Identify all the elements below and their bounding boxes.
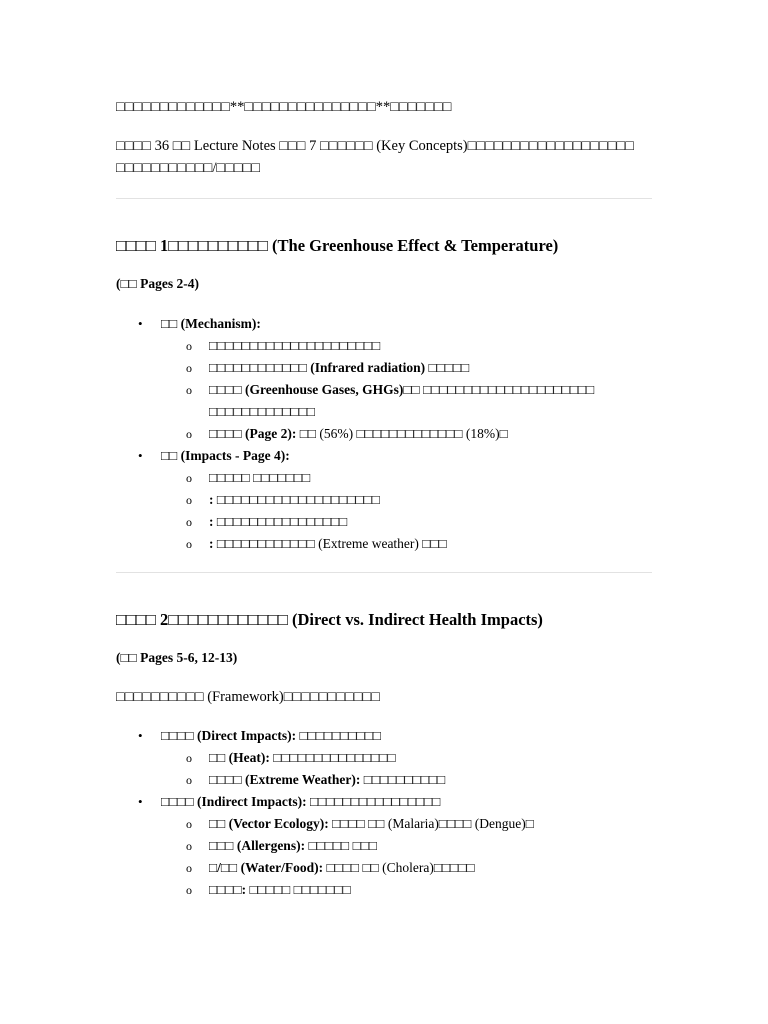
text-run: □□□□□□□□□□□□□□□ — [269, 750, 396, 765]
sub-item-line — [209, 404, 315, 419]
sub-item — [161, 769, 534, 791]
text-run: : — [209, 514, 214, 529]
section-2-lead: □□□□□□□□□□ (Framework)□□□□□□□□□□□ — [116, 689, 381, 705]
text-run: □□□□□□□□□□□□ (Extreme weather) □□□ — [213, 536, 447, 551]
text-run: □□□□□□□□□□□□□□□□□□□□□ — [209, 338, 381, 353]
sub-item — [161, 379, 594, 423]
text-run: (Infrared radiation) — [310, 360, 426, 375]
indirect-sublist — [161, 813, 534, 901]
text-run: □□□□□□□□□□□□□□□□□□□□□ — [419, 382, 595, 397]
text-run: □□□□□ — [305, 838, 353, 853]
text-run: (56%) □□□□□□□□□□□□□ (18%)□ — [316, 426, 508, 441]
bullet-label: □□□□ (Indirect Impacts): — [161, 794, 307, 809]
text-run: □□□□□□□□□□□□□□□□ — [213, 514, 348, 529]
text-run: □□□□: — [209, 882, 247, 897]
section-divider — [116, 198, 652, 199]
bullet-label: □□□□ (Direct Impacts): — [161, 728, 297, 743]
sub-item-line — [209, 382, 594, 397]
text-run: □□□ — [352, 838, 378, 853]
text-run: □□□□ (Page 2): — [209, 426, 297, 441]
bullet-label: □□ (Mechanism): — [161, 316, 261, 331]
bullet-label: □□ (Impacts - Page 4): — [161, 448, 290, 463]
text-run: : — [209, 536, 214, 551]
section-1-heading: □□□□ 1□□□□□□□□□□ (The Greenhouse Effect & Temperature) — [116, 236, 559, 255]
text-run: □□□□ (Greenhouse Gases, GHGs)□□ — [209, 382, 420, 397]
section-1-page-ref: (□□ Pages 2-4) — [116, 276, 200, 291]
text-run: □□ — [368, 816, 385, 831]
text-run: □□□□□□□□□□□□□ — [209, 404, 316, 419]
text-run: □□ (Heat): — [209, 750, 270, 765]
text-run: □□□ (Allergens): — [209, 838, 306, 853]
sub-item — [161, 335, 594, 357]
text-run: : — [209, 492, 214, 507]
text-run: □□□□□□□□□□□□□□□□□□□□ — [213, 492, 380, 507]
section-2-heading: □□□□ 2□□□□□□□□□□□□ (Direct vs. Indirect Health Impacts) — [116, 610, 543, 629]
sub-item — [161, 511, 594, 533]
sub-item — [161, 813, 534, 835]
section-2-page-ref: (□□ Pages 5-6, 12-13) — [116, 650, 238, 665]
section-divider — [116, 572, 652, 573]
text-run: □□□□ (Extreme Weather): — [209, 772, 361, 787]
impacts-sublist — [161, 467, 594, 555]
sub-item — [161, 357, 594, 379]
sub-item — [161, 835, 534, 857]
sub-item — [161, 857, 534, 879]
section-1-bullet-mechanism — [116, 313, 594, 445]
section-2-list — [116, 725, 534, 901]
mechanism-sublist — [161, 335, 594, 445]
sub-item — [161, 747, 534, 769]
section-2-bullet-indirect — [116, 791, 534, 901]
text-run: □□□□□ □□□□□□□ — [209, 470, 311, 485]
bullet-text: □□□□□□□□□□□□□□□□ — [306, 794, 441, 809]
text-run: □□□□□□□□□□□□ — [209, 360, 311, 375]
intro-summary-line1: □□□□ 36 □□ Lecture Notes □□□ 7 □□□□□□ (Key Concepts)□□□□□□□□□□□□□□□□□□□ — [116, 138, 635, 154]
section-2-bullet-direct — [116, 725, 534, 791]
text-run: (Malaria)□□□□ (Dengue)□ — [384, 816, 534, 831]
direct-sublist — [161, 747, 534, 791]
section-1-list — [116, 313, 594, 555]
sub-item — [161, 489, 594, 511]
text-run: □/□□ (Water/Food): — [209, 860, 324, 875]
sub-item — [161, 423, 594, 445]
text-run: □□ — [299, 426, 317, 441]
text-run: □□ (Vector Ecology): — [209, 816, 329, 831]
text-run: □□□□□ — [425, 360, 470, 375]
text-run: □□□□ — [323, 860, 363, 875]
sub-item — [161, 879, 534, 901]
sub-item — [161, 533, 594, 555]
text-run: □□□□□ □□□□□□□ — [246, 882, 351, 897]
text-run: (Cholera)□□□□□ — [378, 860, 475, 875]
intro-paragraph: □□□□□□□□□□□□□**□□□□□□□□□□□□□□□**□□□□□□□ — [116, 99, 452, 115]
sub-item — [161, 467, 594, 489]
text-run: □□ — [362, 860, 379, 875]
intro-summary-line2: □□□□□□□□□□□/□□□□□ — [116, 160, 261, 176]
section-1-bullet-impacts — [116, 445, 594, 555]
bullet-text: □□□□□□□□□□ — [296, 728, 382, 743]
text-run: □□□□□□□□□□ — [360, 772, 446, 787]
text-run: □□□□ — [328, 816, 369, 831]
